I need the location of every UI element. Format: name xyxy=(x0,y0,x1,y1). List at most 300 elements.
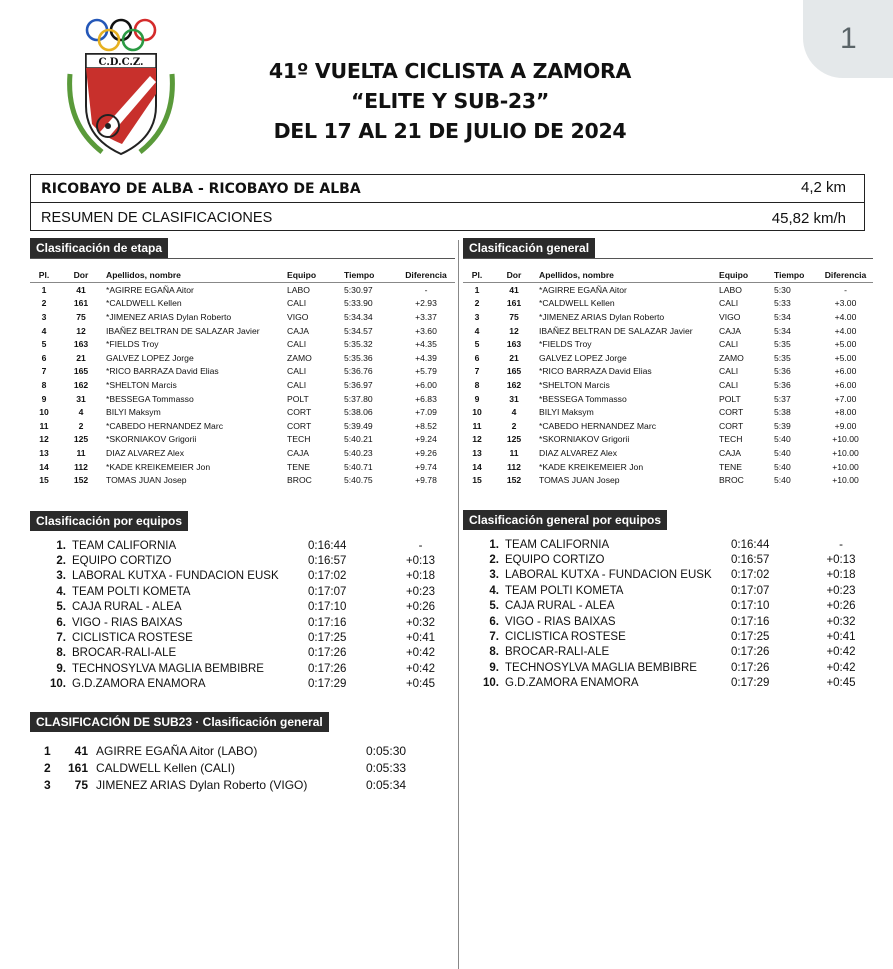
stage-info-box xyxy=(30,174,865,231)
cell-rider-name: *AGIRRE EGAÑA Aitor xyxy=(539,284,627,295)
cell-bib: 31 xyxy=(509,393,519,404)
cell-difference: +7.09 xyxy=(415,407,437,418)
cell-time: 5:36 xyxy=(774,366,791,377)
cell-position: 4. xyxy=(56,585,66,598)
cell-time: 0:17:26 xyxy=(731,661,770,674)
cell-team-name: TECHNOSYLVA MAGLIA BEMBIBRE xyxy=(72,662,264,675)
cell-rider-name: DIAZ ALVAREZ Alex xyxy=(106,447,185,458)
section-title-stage: Clasificación de etapa xyxy=(30,238,168,258)
cell-position: 10. xyxy=(483,677,499,690)
cell-time: 5:40 xyxy=(774,461,791,472)
table-row xyxy=(463,297,873,311)
table-row xyxy=(30,646,455,661)
cell-bib: 75 xyxy=(74,777,88,792)
table-row xyxy=(30,283,455,297)
cell-time: 0:17:25 xyxy=(308,632,347,645)
cell-difference: +9.26 xyxy=(415,447,437,458)
cell-team: CALI xyxy=(287,339,307,350)
cell-position: 11 xyxy=(472,420,482,431)
cell-time: 0:17:29 xyxy=(308,678,347,691)
table-row xyxy=(463,446,873,460)
cell-time: 0:16:44 xyxy=(731,538,770,551)
cell-team: CALI xyxy=(287,379,307,390)
cell-position: 8. xyxy=(489,646,499,659)
cell-bib: 163 xyxy=(506,339,522,350)
cell-position: 9. xyxy=(56,662,66,675)
table-row xyxy=(463,392,873,406)
cell-position: 5 xyxy=(474,339,480,350)
cell-team: TENE xyxy=(719,461,742,472)
cell-team-name: G.D.ZAMORA ENAMORA xyxy=(72,678,206,691)
section-rule xyxy=(30,258,455,259)
cell-difference: +10.00 xyxy=(832,475,859,486)
col-time: Tiempo xyxy=(342,268,397,283)
cell-position: 5. xyxy=(56,601,66,614)
cell-difference: +0:13 xyxy=(405,555,436,568)
cell-team: CAJA xyxy=(719,325,741,336)
cell-position: 8. xyxy=(56,647,66,660)
table-row xyxy=(463,337,873,351)
cell-time: 0:17:07 xyxy=(308,585,347,598)
cell-time: 5:30.97 xyxy=(344,284,373,295)
table-row xyxy=(30,538,455,553)
cell-difference: +10.00 xyxy=(832,447,859,458)
table-row xyxy=(30,615,455,630)
col-time: Tiempo xyxy=(772,268,818,283)
cell-difference: +0:45 xyxy=(405,678,436,691)
table-row xyxy=(30,365,455,379)
cell-difference: +5.79 xyxy=(415,366,437,377)
cell-position: 6 xyxy=(41,352,47,363)
table-row xyxy=(463,405,873,419)
stage-row xyxy=(31,175,864,203)
cell-rider-name: GALVEZ LOPEZ Jorge xyxy=(539,352,627,363)
cell-team: CALI xyxy=(719,379,739,390)
cell-difference: +4.39 xyxy=(415,352,437,363)
cell-time: 5:40 xyxy=(774,447,791,458)
table-row xyxy=(30,392,455,406)
table-row xyxy=(30,310,455,324)
table-row xyxy=(463,676,873,691)
cell-position: 7. xyxy=(56,632,66,645)
cell-difference: +7.00 xyxy=(834,393,857,404)
table-row xyxy=(30,378,455,392)
cell-rider-name: DIAZ ALVAREZ Alex xyxy=(539,447,618,458)
race-title-line1: 41º VUELTA CICLISTA A ZAMORA xyxy=(268,59,632,83)
table-row xyxy=(463,365,873,379)
table-row xyxy=(463,583,873,598)
cell-rider-name: IBAÑEZ BELTRAN DE SALAZAR Javier xyxy=(106,325,260,336)
cell-difference: +9.00 xyxy=(834,420,857,431)
cell-time: 0:05:34 xyxy=(366,777,407,792)
col-diff: Diferencia xyxy=(397,268,455,283)
cell-difference: +6.83 xyxy=(415,393,437,404)
table-row xyxy=(30,553,455,568)
cell-difference: +2.93 xyxy=(415,298,437,309)
cell-position: 10. xyxy=(50,678,66,691)
cell-bib: 75 xyxy=(76,311,86,322)
col-pl: Pl. xyxy=(30,268,58,283)
cell-time: 5:35.32 xyxy=(344,339,373,350)
section-rule xyxy=(463,258,873,259)
cell-bib: 21 xyxy=(76,352,86,363)
cell-position: 1 xyxy=(41,284,47,295)
cell-rider-name: *CABEDO HERNANDEZ Marc xyxy=(106,420,223,431)
cell-position: 8 xyxy=(474,379,480,390)
cell-rider-name: *SHELTON Marcis xyxy=(539,379,610,390)
cell-bib: 41 xyxy=(76,284,86,295)
table-header-row xyxy=(30,268,455,283)
cell-difference: +6.00 xyxy=(415,379,437,390)
cell-difference: +0:32 xyxy=(826,615,856,628)
cell-time: 0:17:02 xyxy=(731,569,770,582)
cell-bib: 165 xyxy=(73,366,89,377)
table-row xyxy=(463,537,873,552)
club-crest-logo xyxy=(62,14,180,164)
cell-difference: +0:41 xyxy=(405,632,436,645)
section-title-teams: Clasificación por equipos xyxy=(30,511,188,531)
cell-position: 9 xyxy=(41,393,47,404)
race-title-line2: “ELITE Y SUB-23” xyxy=(350,89,550,113)
cell-position: 5. xyxy=(489,600,499,613)
summary-label: RESUMEN DE CLASIFICACIONES xyxy=(41,210,273,226)
cell-difference: - xyxy=(844,284,847,295)
cell-rider-name: *BESSEGA Tommasso xyxy=(539,393,627,404)
cell-time: 5:36 xyxy=(774,379,791,390)
cell-team: BROC xyxy=(287,475,312,486)
cell-rider-name: *AGIRRE EGAÑA Aitor xyxy=(106,284,194,295)
cell-bib: 11 xyxy=(76,447,86,458)
cell-time: 0:05:30 xyxy=(366,743,407,758)
table-row xyxy=(30,419,455,433)
col-dor: Dor xyxy=(491,268,537,283)
cell-position: 15 xyxy=(39,475,49,486)
cell-position: 3. xyxy=(56,570,66,583)
cell-time: 5:39.49 xyxy=(344,420,373,431)
cell-difference: +10.00 xyxy=(832,461,859,472)
table-row xyxy=(463,599,873,614)
cell-time: 0:17:02 xyxy=(308,570,347,583)
cell-bib: 152 xyxy=(506,475,522,486)
stage-distance: 4,2 km xyxy=(800,179,846,196)
cell-rider-name: *SKORNIAKOV Grigorii xyxy=(106,434,197,445)
cell-bib: 161 xyxy=(73,298,89,309)
stage-name: RICOBAYO DE ALBA - RICOBAYO DE ALBA xyxy=(41,181,361,197)
cell-bib: 163 xyxy=(73,339,89,350)
average-speed: 45,82 km/h xyxy=(771,210,846,227)
table-row xyxy=(463,324,873,338)
cell-team-name: VIGO - RIAS BAIXAS xyxy=(505,615,616,628)
cell-difference: +5.00 xyxy=(834,339,857,350)
cell-position: 15 xyxy=(472,475,482,486)
cell-time: 0:17:29 xyxy=(731,677,770,690)
cell-difference: +0:42 xyxy=(405,647,436,660)
cell-bib: 2 xyxy=(511,420,517,431)
cell-rider-name: TOMAS JUAN Josep xyxy=(539,475,620,486)
cell-team-name: BROCAR-RALI-ALE xyxy=(72,647,177,660)
table-row xyxy=(30,584,455,599)
cell-time: 5:34 xyxy=(774,311,791,322)
cell-position: 9 xyxy=(474,393,480,404)
table-row xyxy=(463,660,873,675)
cell-time: 5:33 xyxy=(774,298,791,309)
table-row xyxy=(30,630,455,645)
cell-position: 1 xyxy=(474,284,480,295)
cell-bib: 21 xyxy=(509,352,519,363)
cell-difference: +0:42 xyxy=(405,662,436,675)
cell-position: 7 xyxy=(41,366,47,377)
cell-rider-name: BILYI Maksym xyxy=(106,407,161,418)
cell-rider-name: *KADE KREIKEMEIER Jon xyxy=(539,461,644,472)
column-divider xyxy=(458,240,459,969)
cell-bib: 161 xyxy=(506,298,522,309)
table-row xyxy=(30,337,455,351)
cell-difference: +0:23 xyxy=(826,584,856,597)
cell-rider: AGIRRE EGAÑA Aitor (LABO) xyxy=(96,743,258,758)
cell-difference: +8.00 xyxy=(834,407,857,418)
cell-bib: 4 xyxy=(78,407,84,418)
table-row xyxy=(42,776,432,793)
cell-difference: +4.00 xyxy=(834,325,857,336)
cell-difference: +3.60 xyxy=(415,325,437,336)
cell-difference: +9.78 xyxy=(415,475,437,486)
cell-time: 5:36.97 xyxy=(344,379,373,390)
cell-difference: +0:26 xyxy=(826,600,856,613)
cell-difference: +0:18 xyxy=(405,570,436,583)
cell-position: 7 xyxy=(474,366,480,377)
cell-position: 3. xyxy=(489,569,499,582)
cell-position: 1 xyxy=(44,743,51,758)
table-row xyxy=(463,378,873,392)
cell-difference: +9.24 xyxy=(415,434,437,445)
cell-time: 5:38 xyxy=(774,407,791,418)
table-row xyxy=(463,645,873,660)
cell-team: CALI xyxy=(719,366,739,377)
table-row xyxy=(30,677,455,692)
table-row xyxy=(30,600,455,615)
table-row xyxy=(463,614,873,629)
cell-difference: - xyxy=(839,538,843,551)
cell-bib: 75 xyxy=(509,311,519,322)
cell-difference: +0:41 xyxy=(826,631,856,644)
cell-difference: +0:23 xyxy=(405,585,436,598)
cell-team: CAJA xyxy=(287,325,309,336)
cell-time: 5:37.80 xyxy=(344,393,373,404)
cell-team-name: TEAM CALIFORNIA xyxy=(505,538,610,551)
cell-time: 0:17:07 xyxy=(731,584,770,597)
section-title-sub23: CLASIFICACIÓN DE SUB23 · Clasificación general xyxy=(30,712,329,732)
cell-time: 0:17:26 xyxy=(308,662,347,675)
cell-team-name: CICLISTICA ROSTESE xyxy=(505,631,626,644)
cell-team: TENE xyxy=(287,461,310,472)
table-row xyxy=(30,460,455,474)
cell-position: 2 xyxy=(44,760,51,775)
table-row xyxy=(30,661,455,676)
cell-rider-name: *CALDWELL Kellen xyxy=(106,298,182,309)
cell-position: 14 xyxy=(472,461,482,472)
cell-time: 5:39 xyxy=(774,420,791,431)
cell-difference: +0:42 xyxy=(826,661,856,674)
cell-team: CALI xyxy=(287,366,307,377)
table-row xyxy=(30,405,455,419)
cell-position: 4. xyxy=(489,584,499,597)
cell-team-name: TEAM CALIFORNIA xyxy=(72,539,177,552)
cell-bib: 161 xyxy=(67,760,88,775)
cell-rider-name: TOMAS JUAN Josep xyxy=(106,475,187,486)
sub23-classification-table xyxy=(42,742,432,793)
cell-time: 5:35 xyxy=(774,339,791,350)
cell-team-name: EQUIPO CORTIZO xyxy=(505,554,605,567)
race-title xyxy=(210,56,690,146)
cell-time: 5:30 xyxy=(774,284,791,295)
cell-position: 1. xyxy=(489,538,499,551)
cell-position: 10 xyxy=(472,407,482,418)
table-row xyxy=(463,283,873,297)
page-number-badge xyxy=(803,0,893,78)
cell-time: 5:33.90 xyxy=(344,298,373,309)
cell-time: 0:17:26 xyxy=(308,647,347,660)
table-row xyxy=(30,297,455,311)
cell-bib: 31 xyxy=(76,393,86,404)
table-row xyxy=(463,310,873,324)
table-row xyxy=(463,351,873,365)
cell-time: 5:34.57 xyxy=(344,325,373,336)
cell-team: LABO xyxy=(719,284,742,295)
cell-time: 5:40.23 xyxy=(344,447,373,458)
cell-team-name: CAJA RURAL - ALEA xyxy=(72,601,182,614)
cell-rider-name: BILYI Maksym xyxy=(539,407,594,418)
cell-team-name: TEAM POLTI KOMETA xyxy=(505,584,624,597)
section-title-general: Clasificación general xyxy=(463,238,595,258)
cell-team: BROC xyxy=(719,475,744,486)
cell-difference: - xyxy=(418,539,423,552)
cell-bib: 112 xyxy=(74,461,88,472)
cell-rider-name: *JIMENEZ ARIAS Dylan Roberto xyxy=(106,311,232,322)
cell-difference: +6.00 xyxy=(834,366,857,377)
cell-time: 5:40.71 xyxy=(344,461,373,472)
cell-rider-name: *FIELDS Troy xyxy=(539,339,592,350)
cell-team: CALI xyxy=(719,339,739,350)
cell-difference: +9.74 xyxy=(415,461,437,472)
cell-difference: +0:18 xyxy=(826,569,856,582)
cell-position: 6 xyxy=(474,352,480,363)
cell-position: 3 xyxy=(44,777,51,792)
col-pl: Pl. xyxy=(463,268,491,283)
cell-rider-name: *FIELDS Troy xyxy=(106,339,159,350)
cell-time: 0:17:10 xyxy=(308,601,347,614)
cell-time: 5:37 xyxy=(774,393,791,404)
cell-position: 12 xyxy=(472,434,482,445)
cell-position: 3 xyxy=(41,311,47,322)
cell-rider-name: *CALDWELL Kellen xyxy=(539,298,615,309)
cell-team-name: CICLISTICA ROSTESE xyxy=(72,632,193,645)
cell-team-name: TEAM POLTI KOMETA xyxy=(72,585,191,598)
cell-position: 13 xyxy=(472,447,482,458)
cell-rider-name: *SHELTON Marcis xyxy=(106,379,177,390)
cell-team: LABO xyxy=(287,284,310,295)
cell-rider-name: *KADE KREIKEMEIER Jon xyxy=(106,461,211,472)
cell-position: 10 xyxy=(39,407,49,418)
cell-rider-name: GALVEZ LOPEZ Jorge xyxy=(106,352,194,363)
cell-difference: +3.37 xyxy=(415,311,437,322)
cell-time: 0:05:33 xyxy=(366,760,407,775)
table-row xyxy=(30,324,455,338)
table-row xyxy=(42,759,432,776)
cell-team: VIGO xyxy=(719,311,741,322)
table-row xyxy=(30,433,455,447)
cell-difference: +0:26 xyxy=(405,601,436,614)
cell-difference: +0:45 xyxy=(826,677,856,690)
table-row xyxy=(463,629,873,644)
cell-position: 7. xyxy=(489,631,499,644)
table-row xyxy=(463,552,873,567)
table-row xyxy=(463,568,873,583)
stage-classification-table xyxy=(30,268,455,487)
cell-time: 0:16:57 xyxy=(731,554,770,567)
cell-difference: +3.00 xyxy=(834,298,857,309)
cell-team: CORT xyxy=(287,420,312,431)
cell-time: 5:40 xyxy=(774,434,791,445)
cell-time: 0:17:10 xyxy=(731,600,770,613)
col-name: Apellidos, nombre xyxy=(104,268,285,283)
cell-position: 1. xyxy=(56,539,66,552)
table-row xyxy=(42,742,432,759)
col-team: Equipo xyxy=(285,268,342,283)
cell-position: 12 xyxy=(39,434,49,445)
table-row xyxy=(463,433,873,447)
cell-time: 5:40.21 xyxy=(344,434,373,445)
col-name: Apellidos, nombre xyxy=(537,268,717,283)
cell-team: VIGO xyxy=(287,311,309,322)
cell-team-name: CAJA RURAL - ALEA xyxy=(505,600,615,613)
cell-rider: CALDWELL Kellen (CALI) xyxy=(96,760,235,775)
cell-position: 4 xyxy=(474,325,480,336)
table-header-row xyxy=(463,268,873,283)
cell-rider-name: *RICO BARRAZA David Elias xyxy=(539,366,652,377)
cell-difference: +4.00 xyxy=(834,311,857,322)
page-number: 1 xyxy=(840,22,857,55)
teams-classification-table xyxy=(30,538,455,692)
cell-team-name: G.D.ZAMORA ENAMORA xyxy=(505,677,639,690)
table-row xyxy=(30,351,455,365)
cell-bib: 152 xyxy=(73,475,89,486)
cell-difference: +4.35 xyxy=(415,339,437,350)
logo-text: C.D.C.Z. xyxy=(98,57,144,68)
table-row xyxy=(463,460,873,474)
cell-difference: +10.00 xyxy=(832,434,859,445)
cell-bib: 12 xyxy=(509,325,519,336)
cell-position: 8 xyxy=(41,379,47,390)
cell-time: 5:35 xyxy=(774,352,791,363)
cell-team: POLT xyxy=(719,393,741,404)
table-row xyxy=(463,419,873,433)
cell-difference: +0:13 xyxy=(826,554,856,567)
cell-position: 2. xyxy=(56,555,66,568)
cell-bib: 112 xyxy=(507,461,521,472)
cell-bib: 125 xyxy=(506,434,522,445)
cell-team: CORT xyxy=(719,407,744,418)
cell-time: 0:16:44 xyxy=(308,539,347,552)
cell-position: 2 xyxy=(474,298,480,309)
cell-bib: 2 xyxy=(78,420,84,431)
cell-team: CALI xyxy=(287,298,307,309)
cell-time: 5:36.76 xyxy=(344,366,373,377)
section-title-general-teams: Clasificación general por equipos xyxy=(463,510,667,530)
cell-difference: +6.00 xyxy=(834,379,857,390)
cell-position: 14 xyxy=(39,461,49,472)
cell-team-name: LABORAL KUTXA - FUNDACION EUSK xyxy=(505,569,712,582)
cell-time: 5:34.34 xyxy=(344,311,373,322)
